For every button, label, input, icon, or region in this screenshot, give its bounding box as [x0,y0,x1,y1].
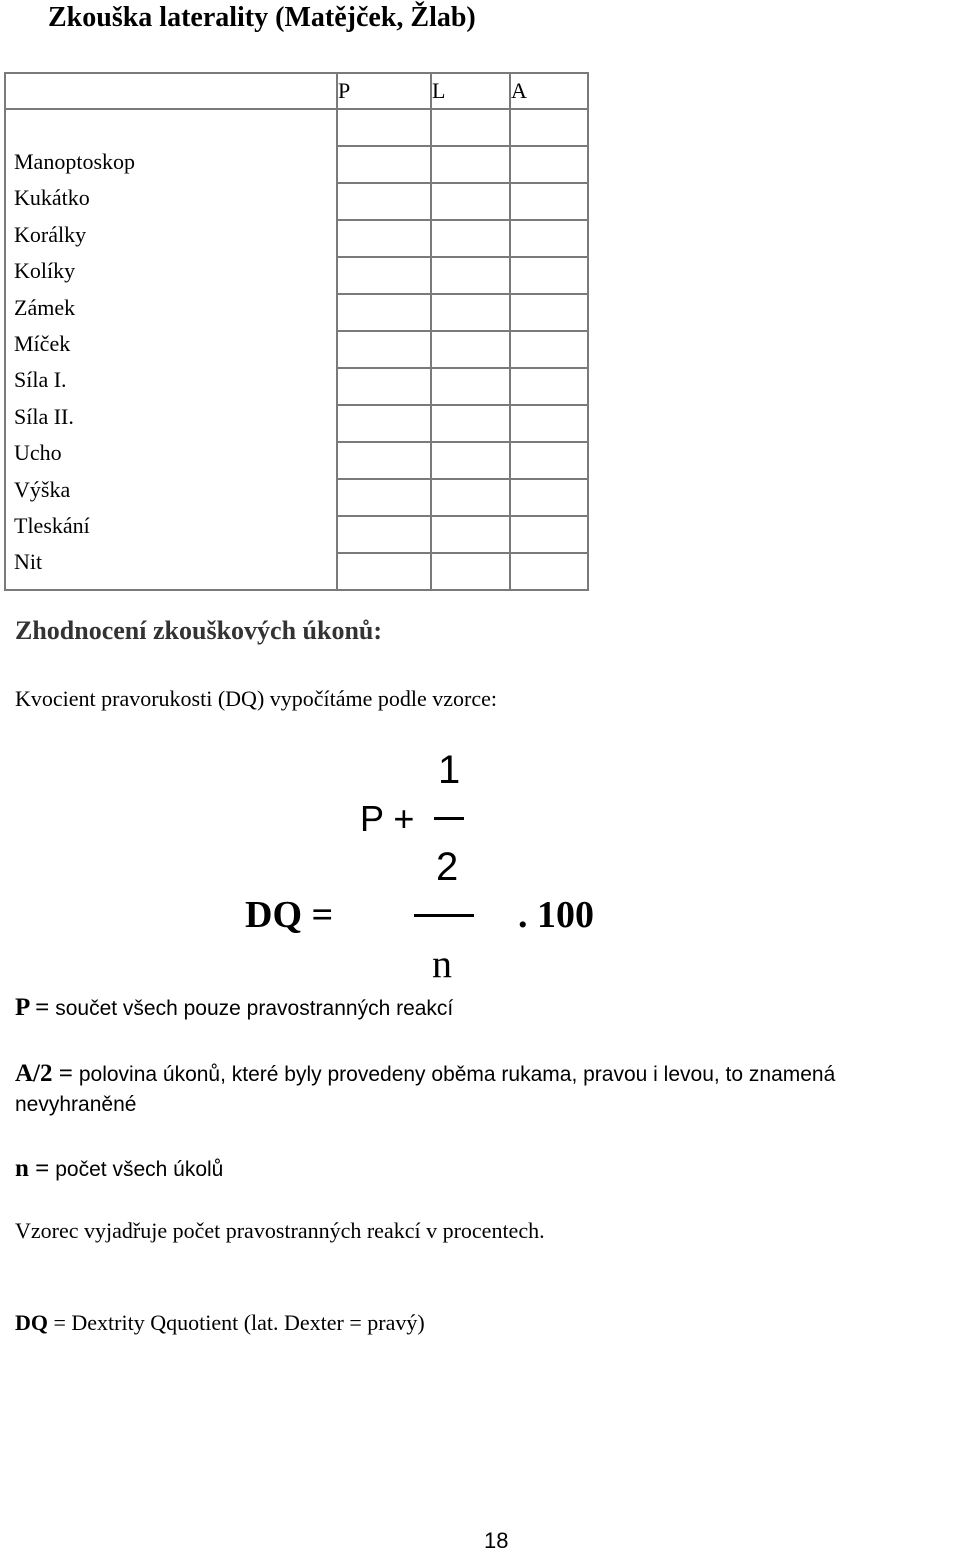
cell-p[interactable] [337,553,431,590]
cell-p[interactable] [337,220,431,257]
table-header-blank [5,73,337,109]
formula-times-100: . 100 [518,894,594,936]
dq-definition-text: = Dextrity Qquotient (lat. Dexter = pravý) [48,1310,425,1335]
test-name: Kukátko [14,185,90,211]
definition-p-term: P = [15,994,50,1021]
cell-p[interactable] [337,442,431,479]
cell-l[interactable] [431,479,510,516]
laterality-table [4,72,589,591]
test-name: Manoptoskop [14,149,135,174]
cell-p[interactable] [337,368,431,405]
section-heading: Zhodnocení zkouškových úkonů: [15,616,383,645]
test-name: Ucho [14,440,62,466]
formula-numerator-one: 1 [438,748,461,792]
test-name: Nit [14,549,43,575]
definition-a-term: A/2 = [15,1060,73,1087]
cell-a[interactable] [510,442,588,479]
test-name: Tleskání [14,512,90,538]
cell-a[interactable] [510,220,588,257]
cell-l[interactable] [431,516,510,553]
table-header-p: P [337,73,431,109]
test-name: Míček [14,330,71,356]
cell-p[interactable] [337,331,431,368]
formula-denominator-two: 2 [436,845,459,889]
formula-main-fraction-bar [414,914,474,917]
cell-p[interactable] [337,146,431,183]
cell-p[interactable] [337,109,431,146]
definition-a [15,1060,835,1088]
table-header-row [5,73,588,109]
cell-l[interactable] [431,368,510,405]
cell-a[interactable] [510,553,588,590]
cell-a[interactable] [510,294,588,331]
cell-p[interactable] [337,257,431,294]
formula-small-fraction-bar [434,817,464,820]
test-name: Zámek [14,294,76,320]
cell-a[interactable] [510,516,588,553]
cell-a[interactable] [510,257,588,294]
cell-p[interactable] [337,183,431,220]
cell-l[interactable] [431,553,510,590]
cell-l[interactable] [431,294,510,331]
cell-l[interactable] [431,405,510,442]
cell-p[interactable] [337,294,431,331]
page-number: 18 [484,1528,509,1553]
cell-p[interactable] [337,405,431,442]
cell-l[interactable] [431,146,510,183]
dq-definition [15,1310,425,1336]
cell-p[interactable] [337,516,431,553]
test-name: Korálky [14,221,87,247]
intro-text: Kvocient pravorukosti (DQ) vypočítáme podle vzorce: [15,686,498,711]
cell-a[interactable] [510,368,588,405]
cell-l[interactable] [431,442,510,479]
cell-l[interactable] [431,220,510,257]
table-header-a: A [510,73,588,109]
test-names-cell [5,109,337,590]
cell-a[interactable] [510,146,588,183]
cell-a[interactable] [510,405,588,442]
cell-l[interactable] [431,109,510,146]
test-name: Síla I. [14,367,67,393]
summary-text: Vzorec vyjadřuje počet pravostranných reakcí v procentech. [15,1218,545,1243]
page-title: Zkouška laterality (Matějček, Žlab) [48,2,476,33]
definition-p-text: součet všech pouze pravostranných reakcí [49,997,454,1020]
table-row [5,109,588,146]
cell-a[interactable] [510,183,588,220]
cell-a[interactable] [510,109,588,146]
table-header-l: L [431,73,510,109]
formula-lhs: DQ = [245,894,334,936]
test-name: Síla II. [14,403,74,429]
cell-a[interactable] [510,331,588,368]
cell-a[interactable] [510,479,588,516]
definition-a-text: polovina úkonů, které byly provedeny oběma rukama, pravou i levou, to znamená [73,1063,836,1086]
definition-a-text-cont: nevyhraněné [15,1093,137,1116]
formula-p-plus: P + [360,798,415,839]
test-name: Kolíky [14,258,76,284]
definition-p [15,994,453,1022]
definition-n-term: n = [15,1155,50,1182]
test-name: Výška [14,476,71,502]
dq-definition-term: DQ [15,1310,48,1335]
cell-l[interactable] [431,183,510,220]
cell-l[interactable] [431,257,510,294]
cell-l[interactable] [431,331,510,368]
formula-n: n [432,941,452,986]
definition-n-text: počet všech úkolů [49,1158,224,1181]
cell-p[interactable] [337,479,431,516]
definition-n [15,1155,223,1183]
